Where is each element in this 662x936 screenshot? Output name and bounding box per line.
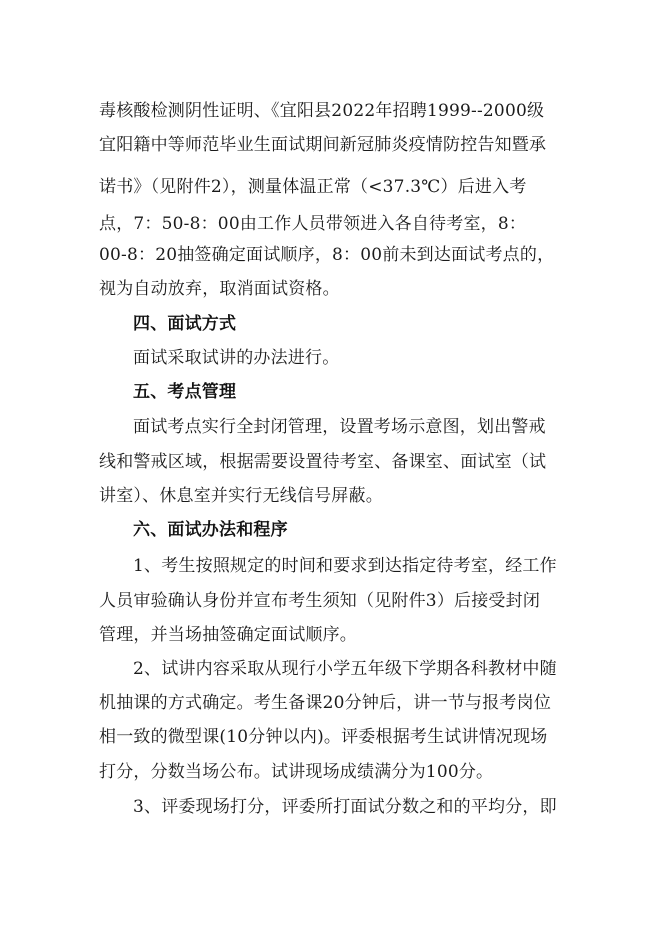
- body-text-line: 点，7：50-8：00由工作人员带领进入各自待考室，8：: [99, 214, 527, 234]
- body-text-line: 宜阳籍中等师范毕业生面试期间新冠肺炎疫情防控告知暨承: [99, 135, 547, 155]
- section-heading: 四、面试方式: [133, 314, 237, 334]
- body-text-line: 视为自动放弃，取消面试资格。: [99, 279, 340, 299]
- body-text-line: 诺书》（见附件2），测量体温正常（<37.3℃）后进入考: [99, 177, 527, 197]
- section-heading: 五、考点管理: [133, 382, 237, 402]
- body-text-line: 毒核酸检测阴性证明、《宜阳县2022年招聘1999--2000级: [99, 101, 545, 121]
- body-text-line: 面试考点实行全封闭管理，设置考场示意图，划出警戒: [133, 417, 546, 437]
- body-text-line: 管理，并当场抽签确定面试顺序。: [99, 625, 357, 645]
- section-heading: 六、面试办法和程序: [133, 520, 288, 540]
- body-text-line: 讲室）、休息室并实行无线信号屏蔽。: [99, 486, 383, 506]
- body-text-line: 1、考生按照规定的时间和要求到达指定待考室，经工作: [133, 556, 557, 576]
- body-text-line: 相一致的微型课(10分钟以内)。评委根据考生试讲情况现场: [99, 727, 548, 747]
- body-text-line: 人员审验确认身份并宣布考生须知（见附件3）后接受封闭: [99, 591, 541, 611]
- body-text-line: 打分，分数当场公布。试讲现场成绩满分为100分。: [99, 762, 494, 782]
- body-text-line: 面试采取试讲的办法进行。: [133, 348, 340, 368]
- body-text-line: 机抽课的方式确定。考生备课20分钟后，讲一节与报考岗位: [99, 693, 552, 713]
- body-text-line: 2、试讲内容采取从现行小学五年级下学期各科教材中随: [133, 659, 557, 679]
- body-text-line: 3、评委现场打分，评委所打面试分数之和的平均分，即: [133, 797, 557, 817]
- body-text-line: 00-8：20抽签确定面试顺序，8：00前未到达面试考点的，: [99, 245, 555, 265]
- body-text-line: 线和警戒区域，根据需要设置待考室、备课室、面试室（试: [99, 452, 547, 472]
